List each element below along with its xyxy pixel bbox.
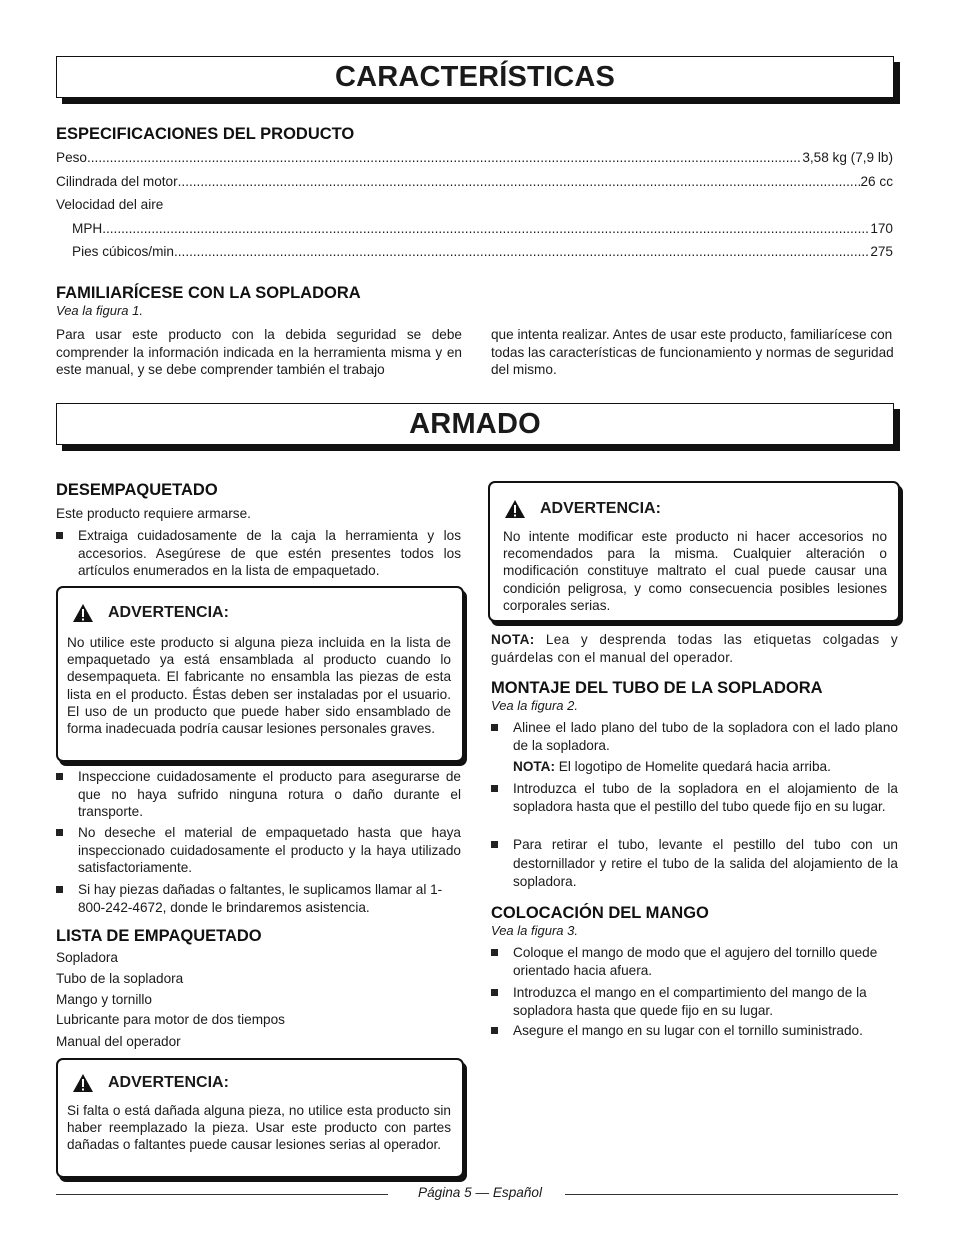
- bullet-text: Introduzca el tubo de la sopladora en el alojamiento de la sopladora hasta que el pestillo del tubo quede fijo en su lugar.: [513, 781, 898, 814]
- bullet-text: Extraiga cuidadosamente de la caja la herramienta y los accesorios. Asegúrese de que estén presentes todos los artículos enumerados en la lista de empaquetado.: [78, 528, 461, 579]
- lista-heading: LISTA DE EMPAQUETADO: [56, 927, 262, 945]
- list-item: [56, 527, 461, 580]
- bullet-text: Inspeccione cuidadosamente el producto para asegurarse de que no haya sufrido ninguna rotura o daño durante el transporte.: [78, 769, 461, 820]
- list-item: [491, 836, 898, 892]
- familiar-col1: Para usar este producto con la debida seguridad se debe comprender la información indicada en la herramienta misma y en este manual, y se debe comprender también el trabajo: [56, 327, 462, 378]
- warning-title: ADVERTENCIA:: [108, 604, 229, 621]
- warning-box: [488, 481, 900, 622]
- spec-peso: [56, 148, 893, 168]
- bullet-square-icon: [56, 532, 63, 539]
- desempaquetado-heading: DESEMPAQUETADO: [56, 481, 218, 499]
- warning-triangle-icon: [504, 499, 526, 519]
- montaje-nota: [513, 758, 831, 776]
- section-banner-caracteristicas: [56, 56, 894, 98]
- warning-header: [72, 603, 229, 623]
- dot-leader: [178, 172, 861, 192]
- packing-item: Manual del operador: [56, 1034, 181, 1049]
- spec-label: MPH: [72, 221, 103, 236]
- list-item: [491, 780, 898, 815]
- figure-ref: Vea la figura 2.: [491, 698, 578, 713]
- bullet-text: Introduzca el mango en el compartimiento del mango de la sopladora hasta que quede fijo en su lugar.: [513, 985, 867, 1018]
- footer-rule-right: [565, 1194, 898, 1195]
- spec-velocidad: [56, 195, 893, 215]
- warning-body: No intente modificar este producto ni hacer accesorios no recomendados para la misma. Cualquier alteración o modificación constituye maltrato el cual puede causar una condición peligrosa, y como consecuencia posibles lesiones corporales serias.: [503, 529, 887, 613]
- page-footer: Página 5 — Español: [418, 1185, 542, 1200]
- bullet-text: Alinee el lado plano del tubo de la sopladora con el lado plano de la sopladora.: [513, 720, 898, 753]
- warning-header: [72, 1073, 229, 1093]
- spec-value: 170: [870, 221, 893, 236]
- list-item: [491, 984, 898, 1019]
- section-title: ARMADO: [409, 408, 541, 440]
- spec-mph: [72, 219, 893, 239]
- spec-value: 275: [870, 244, 893, 259]
- list-item: [56, 824, 461, 877]
- nota-text: El logotipo de Homelite quedará hacia arriba.: [555, 759, 831, 774]
- bullet-square-icon: [491, 949, 498, 956]
- bullet-square-icon: [56, 886, 63, 893]
- dot-leader: [178, 242, 871, 262]
- spec-value: 26 cc: [860, 174, 893, 189]
- bullet-text: Para retirar el tubo, levante el pestillo del tubo con un destornillador y retire el tubo de la salida del alojamiento de la sopladora.: [513, 837, 898, 889]
- warning-body: No utilice este producto si alguna pieza incluida en la lista de empaquetado ya está ensamblada al producto cuando lo desempaqueta. El fabricante no ensambla las piezas de esta lista en el producto. Éstas deben ser instaladas por el usuario. El uso de un producto que puede haber sido ensamblado de forma inadecuada podría causar lesiones personales graves.: [67, 635, 451, 737]
- packing-item: Mango y tornillo: [56, 992, 152, 1007]
- bullet-square-icon: [491, 989, 498, 996]
- bullet-square-icon: [491, 724, 498, 731]
- bullet-square-icon: [491, 785, 498, 792]
- spec-label: Velocidad del aire: [56, 197, 164, 212]
- bullet-text: Si hay piezas dañadas o faltantes, le suplicamos llamar al 1-800-242-4672, donde le brindaremos asistencia.: [78, 882, 443, 915]
- dot-leader: [87, 148, 802, 168]
- familiar-heading: FAMILIARÍCESE CON LA SOPLADORA: [56, 284, 361, 302]
- warning-header: [504, 499, 661, 519]
- mango-heading: COLOCACIÓN DEL MANGO: [491, 904, 709, 922]
- bullet-square-icon: [56, 773, 63, 780]
- spec-cilindrada: [56, 172, 893, 192]
- montaje-heading: MONTAJE DEL TUBO DE LA SOPLADORA: [491, 679, 823, 697]
- nota-label: NOTA:: [491, 632, 535, 647]
- desempaquetado-intro: Este producto requiere armarse.: [56, 506, 251, 521]
- list-item: [56, 881, 461, 916]
- specs-heading: ESPECIFICACIONES DEL PRODUCTO: [56, 125, 355, 143]
- packing-item: Tubo de la sopladora: [56, 971, 184, 986]
- footer-rule-left: [56, 1194, 388, 1195]
- warning-body: Si falta o está dañada alguna pieza, no utilice esta producto sin haber reemplazado la pieza. Usar este producto con partes dañadas o faltantes puede causar lesiones serias al operador.: [67, 1103, 451, 1153]
- figure-ref: Vea la figura 3.: [491, 923, 578, 938]
- nota-label: NOTA:: [513, 759, 556, 774]
- figure-ref: Vea la figura 1.: [56, 303, 143, 318]
- dot-leader: [102, 219, 870, 239]
- bullet-square-icon: [491, 841, 498, 848]
- warning-title: ADVERTENCIA:: [540, 500, 661, 517]
- bullet-text: Coloque el mango de modo que el agujero del tornillo quede orientado hacia afuera.: [513, 945, 878, 978]
- spec-label: Peso: [56, 150, 87, 165]
- section-banner-armado: [56, 403, 894, 445]
- list-item: [491, 1022, 898, 1040]
- warning-box: [56, 586, 464, 762]
- bullet-text: Asegure el mango en su lugar con el tornillo suministrado.: [513, 1023, 863, 1038]
- bullet-square-icon: [491, 1027, 498, 1034]
- spec-label: Pies cúbicos/min.: [72, 244, 178, 259]
- list-item: [491, 719, 898, 754]
- warning-box: [56, 1058, 464, 1178]
- familiar-col2: que intenta realizar. Antes de usar este producto, familiarícese con todas las características de funcionamiento y normas de seguridad del mismo.: [491, 327, 894, 378]
- list-item: [491, 944, 898, 979]
- spec-value: 3,58 kg (7,9 lb): [802, 150, 893, 165]
- warning-title: ADVERTENCIA:: [108, 1074, 229, 1091]
- section-title: CARACTERÍSTICAS: [334, 61, 616, 93]
- nota-text: Lea y desprenda todas las etiquetas colgadas y guárdelas con el manual del operador.: [491, 632, 898, 665]
- packing-item: Lubricante para motor de dos tiempos: [56, 1012, 285, 1027]
- warning-triangle-icon: [72, 603, 94, 623]
- bullet-text: No deseche el material de empaquetado hasta que haya inspeccionado cuidadosamente el producto y la haya utilizado satisfactoriamente.: [78, 825, 461, 876]
- bullet-square-icon: [56, 829, 63, 836]
- spec-label: Cilindrada del motor: [56, 174, 178, 189]
- nota-paragraph: [491, 631, 898, 666]
- list-item: [56, 768, 461, 821]
- spec-pies: [72, 242, 893, 262]
- packing-item: Sopladora: [56, 950, 118, 965]
- warning-triangle-icon: [72, 1073, 94, 1093]
